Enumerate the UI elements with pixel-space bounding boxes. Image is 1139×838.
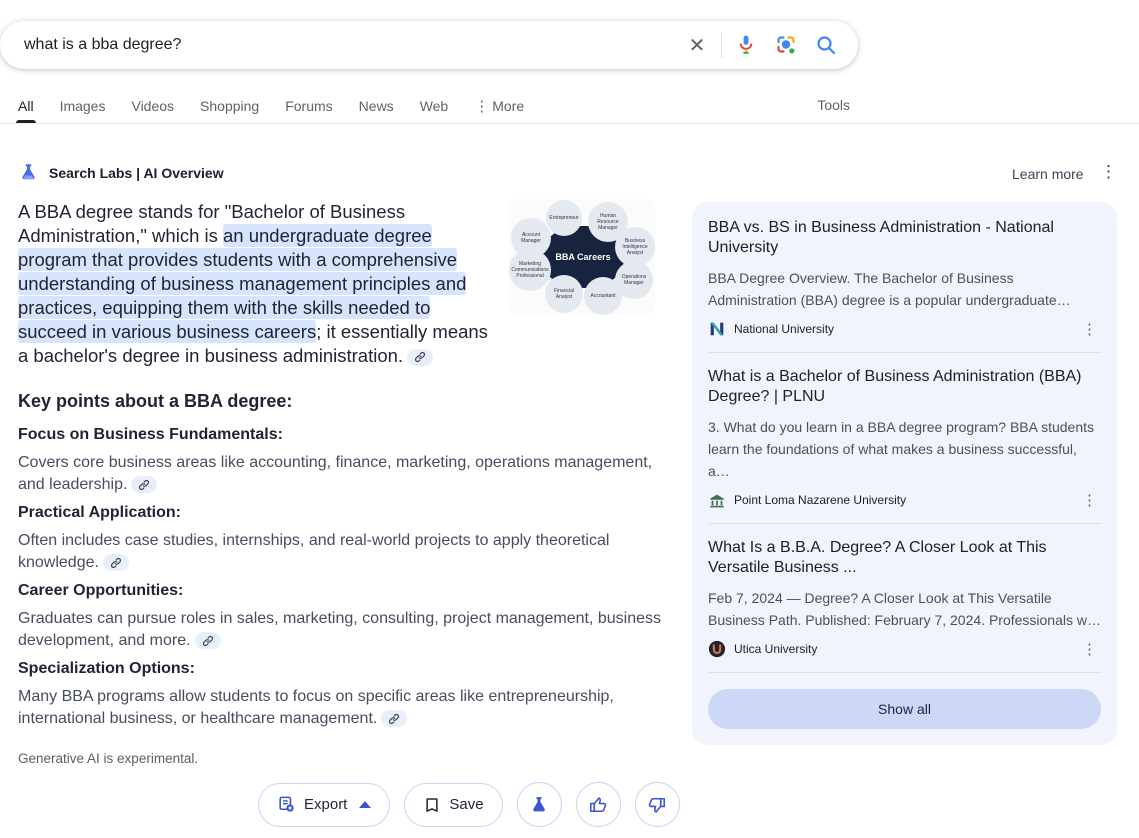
answer-text-highlight: an undergraduate degree program that provides students with a comprehensive understanding of business management principles and practices, equipping them with the skills needed to succeed in various business careers: [18, 225, 467, 342]
source-card: [692, 218, 1117, 338]
diagram-node: Account Manager: [511, 218, 551, 258]
diagram-node: Human Resource Manager: [588, 202, 628, 242]
source-card-title[interactable]: BBA vs. BS in Business Administration - National University: [708, 219, 1054, 256]
diagram-node: Entrepreneur: [546, 200, 582, 236]
source-card: [692, 367, 1117, 509]
search-labs-flask-icon: [18, 162, 39, 183]
learn-more-link[interactable]: Learn more: [1012, 166, 1084, 182]
card-divider: [708, 352, 1101, 353]
source-card: [692, 538, 1117, 658]
source-card-title[interactable]: What is a Bachelor of Business Administration (BBA) Degree? | PLNU: [708, 368, 1082, 405]
citation-link-icon[interactable]: [407, 349, 433, 366]
search-bar-divider: [721, 32, 722, 58]
results-tab-bar: [0, 92, 1139, 124]
source-site-name: Point Loma Nazarene University: [734, 493, 907, 507]
search-input[interactable]: [24, 36, 683, 54]
thumbs-up-icon: [588, 795, 608, 815]
ai-answer-paragraph: [18, 200, 490, 368]
clear-icon[interactable]: ✕: [688, 34, 706, 57]
citation-link-icon[interactable]: [103, 554, 129, 571]
key-point-section: [18, 582, 666, 652]
source-site-name: National University: [734, 322, 835, 336]
bookmark-icon: [423, 796, 441, 814]
national-university-logo-icon: [708, 320, 726, 338]
key-point-heading: Practical Application:: [18, 504, 181, 521]
save-button[interactable]: [404, 783, 502, 827]
microphone-icon[interactable]: [732, 31, 760, 59]
diagram-node: Operations Manager: [615, 261, 653, 299]
tab-shopping[interactable]: Shopping: [200, 98, 260, 114]
citation-link-icon[interactable]: [195, 632, 221, 649]
sources-panel: [692, 202, 1117, 745]
key-point-body: Covers core business areas like accounting, finance, marketing, operations management, and leadership.: [18, 454, 653, 493]
key-point-heading: Focus on Business Fundamentals:: [18, 426, 283, 443]
bba-careers-diagram-image[interactable]: [509, 199, 655, 315]
diagram-node: Business Intelligence Analyst: [615, 227, 655, 267]
card-overflow-menu-icon[interactable]: ⋮: [1082, 491, 1097, 509]
source-card-snippet: BBA Degree Overview. The Bachelor of Business Administration (BBA) degree is a popular undergraduate…: [708, 270, 1071, 308]
answer-text-before: A BBA degree stands for "Bachelor of Business Administration," which is: [18, 201, 406, 246]
key-point-body: Many BBA programs allow students to focus on specific areas like entrepreneurship, international business, or healthcare management.: [18, 688, 614, 727]
tab-web[interactable]: Web: [419, 98, 449, 114]
card-overflow-menu-icon[interactable]: ⋮: [1082, 320, 1097, 338]
citation-link-icon[interactable]: [131, 476, 157, 493]
overflow-menu-icon[interactable]: ⋮: [1100, 162, 1117, 181]
plnu-building-logo-icon: [708, 491, 726, 509]
tab-videos[interactable]: Videos: [131, 98, 175, 114]
more-menu-icon: ⋮: [474, 97, 490, 115]
ai-overview-actions: [258, 782, 680, 827]
tools-button[interactable]: Tools: [817, 97, 850, 113]
flask-icon: [529, 795, 549, 815]
key-point-heading: Specialization Options:: [18, 660, 195, 677]
utica-university-logo-icon: [708, 640, 726, 658]
save-label: Save: [449, 796, 484, 813]
card-overflow-menu-icon[interactable]: ⋮: [1082, 640, 1097, 658]
thumbs-down-icon: [647, 795, 667, 815]
thumbs-down-button[interactable]: [635, 782, 680, 827]
export-button[interactable]: [258, 783, 390, 827]
key-points-title: Key points about a BBA degree:: [18, 391, 293, 411]
tab-more[interactable]: ⋮ More: [474, 97, 525, 115]
search-bar: [0, 21, 858, 69]
key-point-body: Graduates can pursue roles in sales, marketing, consulting, project management, business development, and more.: [18, 610, 662, 649]
answer-text-after: ; it essentially means a bachelor's degree in business administration.: [18, 321, 488, 366]
search-labs-button[interactable]: [517, 782, 562, 827]
source-card-title[interactable]: What Is a B.B.A. Degree? A Closer Look at This Versatile Business ...: [708, 539, 1047, 576]
diagram-node: Accountant: [584, 277, 622, 315]
ai-overview-title: Search Labs | AI Overview: [49, 164, 224, 181]
citation-link-icon[interactable]: [381, 710, 407, 727]
tab-images[interactable]: Images: [59, 98, 106, 114]
diagram-center-label: BBA Careers: [542, 226, 624, 288]
diagram-node: Financial Analyst: [545, 275, 583, 313]
key-point-section: [18, 660, 666, 730]
source-card-snippet: 3. What do you learn in a BBA degree program? BBA students learn the foundations of what makes a business successful, a…: [708, 419, 1095, 479]
diagram-node: Marketing Communications Professional: [509, 249, 551, 291]
key-point-section: [18, 504, 666, 574]
source-site-name: Utica University: [734, 642, 818, 656]
card-divider: [708, 672, 1101, 673]
tab-news[interactable]: News: [358, 98, 394, 114]
source-card-snippet: Feb 7, 2024 — Degree? A Closer Look at This Versatile Business Path. Published: February 7, 2024. Professionals w…: [708, 590, 1101, 628]
key-point-heading: Career Opportunities:: [18, 582, 184, 599]
tab-all[interactable]: All: [18, 98, 34, 114]
ai-overview-header: [18, 162, 224, 183]
show-all-button[interactable]: Show all: [708, 689, 1101, 729]
search-icon[interactable]: [812, 31, 840, 59]
thumbs-up-button[interactable]: [576, 782, 621, 827]
generative-ai-disclaimer: Generative AI is experimental.: [18, 751, 199, 766]
google-lens-icon[interactable]: [772, 31, 800, 59]
key-point-body: Often includes case studies, internships, and real-world projects to apply theoretical knowledge.: [18, 532, 610, 571]
export-label: Export: [304, 796, 348, 813]
tab-forums[interactable]: Forums: [285, 98, 333, 114]
export-icon: [277, 795, 296, 814]
caret-up-icon: [359, 801, 371, 808]
key-point-section: [18, 426, 666, 496]
card-divider: [708, 523, 1101, 524]
